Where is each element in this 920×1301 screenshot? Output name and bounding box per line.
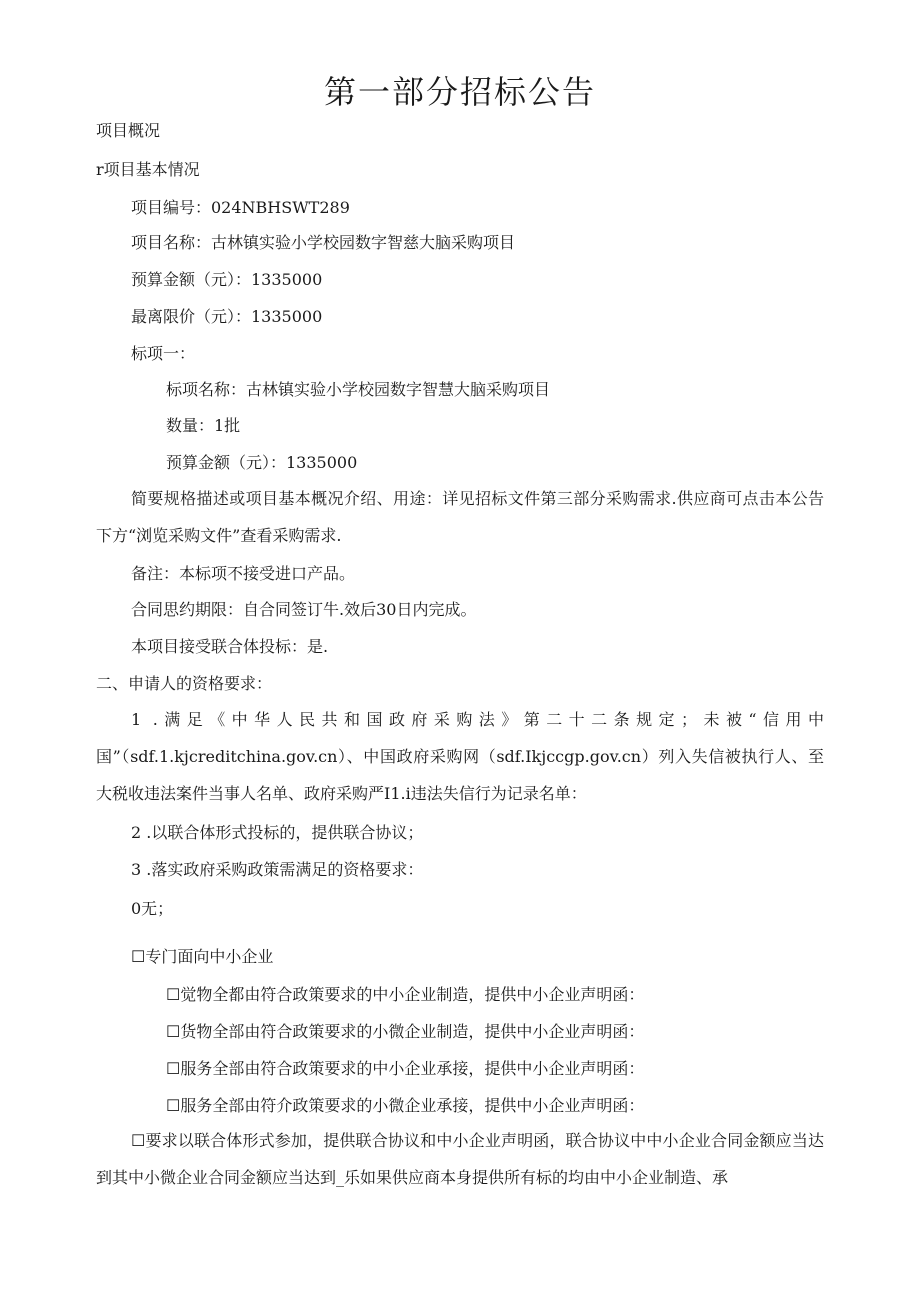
lot-budget: 预算金额（元）：1335000 [166,453,358,472]
lot-name: 标项名称：古林镇实验小学校园数字智慧大脑采购项目 [166,380,551,399]
project-number: 项目编号：024NBHSWT289 [131,198,350,217]
option-consortium-sme: ☐要求以联合体形式参加，提供联合协议和中小企业声明函，联合协议中中小企业合同金额应当达到其中小微企业合同金额应当达到_乐如果供应商本身提供所有标的均由中小企业制造、承 [96,1131,824,1187]
option-sme-goods-sme: ☐觉物全都由符合政策要求的中小企业制造，提供中小企业声明函： [166,985,645,1004]
option-sme-goods-micro: ☐货物全部由符合政策要求的小微企业制造，提供中小企业声明函： [166,1022,645,1041]
consortium-accepted: 本项目接受联合体投标：是. [131,637,329,656]
project-budget: 预算金额（元）：1335000 [131,270,323,289]
project-name: 项目名称：古林镇实验小学校园数字智慈大脑采购项目 [131,233,516,252]
qualification-item-1: 1 .满足《中华人民共和国政府采购法》第二十二条规定；未被“信用中国”（sdf.1.kjcreditchina.gov.cn）、中国政府采购网（sdf.Ikjccgp.gov.cn）列入失信被执行人、至大税收违法案件当事人名单、政府采购严I1.i违法失信行为记录名单： [96,710,824,803]
contract-period: 合同思约期限：自合同签订牛.效后30日内完成。 [131,600,477,619]
remark: 备注：本标项不接受进口产品。 [131,564,356,583]
section-overview: 项目概况 [96,121,161,140]
option-sme-service-sme: ☐服务全部由符合政策要求的中小企业承接，提供中小企业声明函： [166,1059,645,1078]
option-sme-service-micro: ☐服务全部由符介政策要求的小微企业承接，提供中小企业声明函： [166,1096,645,1115]
project-description: 简要规格描述或项目基本概况介绍、用途：详见招标文件第三部分采购需求.供应商可点击本公告下方“浏览采购文件”查看采购需求. [96,489,824,545]
option-none: 0无； [131,899,174,918]
page-title: 第一部分招标公告 [323,73,596,112]
project-max-price: 最离限价（元）：1335000 [131,307,323,326]
qualification-item-3: 3 .落实政府采购政策需满足的资格要求： [131,860,424,879]
qualification-item-2: 2 .以联合体形式投标的，提供联合协议； [131,823,424,842]
lot-quantity: 数量：1批 [166,416,241,435]
section-basic-info: r项目基本情况 [96,160,200,179]
qualification-heading: 二、申请人的资格要求： [96,674,273,693]
option-sme-only: ☐专门面向中小企业 [131,947,274,966]
lot-heading: 标项一： [131,344,196,363]
